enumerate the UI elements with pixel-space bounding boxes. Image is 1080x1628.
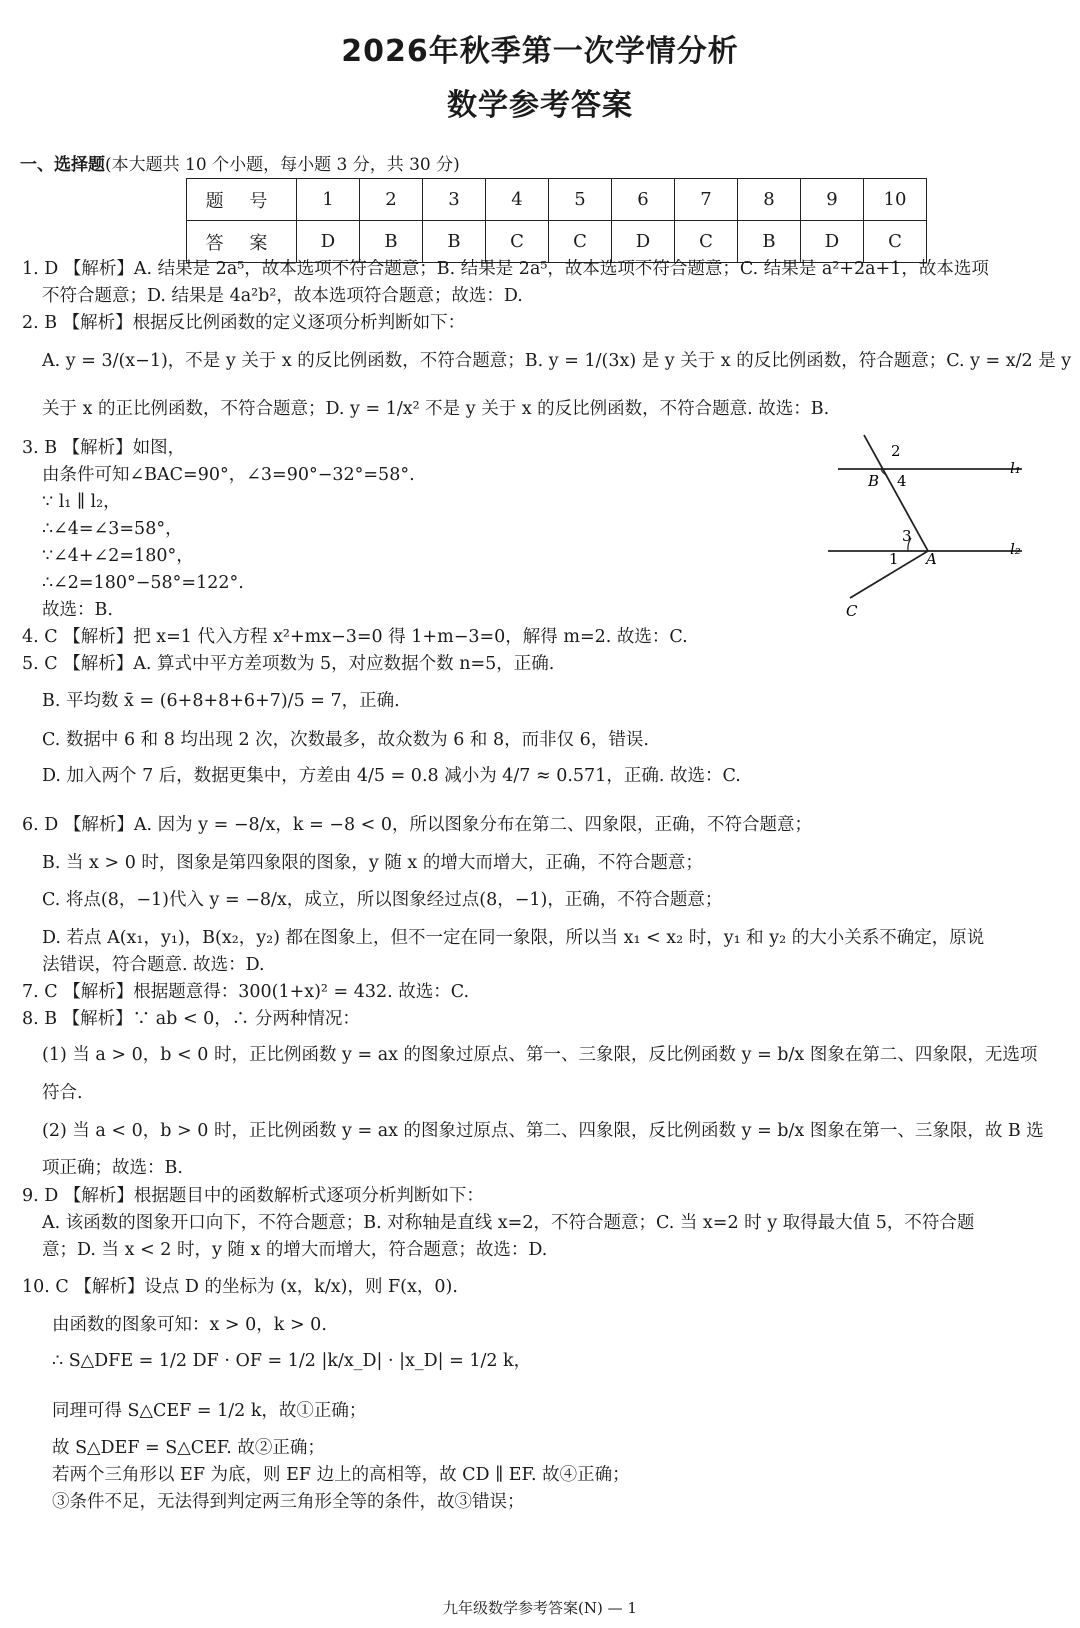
text-line: ∴∠4=∠3=58°， [42, 519, 183, 539]
table-header-answer: 答 案 [187, 221, 297, 263]
table-row-answers [187, 221, 927, 263]
text-line: (1) 当 a > 0，b < 0 时，正比例函数 y = ax 的图象过原点、第一、三象限，反比例函数 y = b/x 图象在第二、四象限，无选项 [42, 1045, 1038, 1065]
table-cell: C [549, 221, 612, 263]
text-line: ∵ l₁ ∥ l₂， [42, 492, 121, 512]
text-line: 同理可得 S△CEF = 1/2 k，故①正确； [52, 1401, 367, 1421]
table-cell: C [675, 221, 738, 263]
table-cell: 6 [612, 179, 675, 221]
text-line: D. 若点 A(x₁，y₁)，B(x₂，y₂) 都在图象上，但不一定在同一象限，所以当 x₁ < x₂ 时，y₁ 和 y₂ 的大小关系不确定，原说 [42, 928, 985, 948]
table-row-numbers [187, 179, 927, 221]
text-line: A. 该函数的图象开口向下，不符合题意；B. 对称轴是直线 x=2，不符合题意；C. 当 x=2 时 y 取得最大值 5，不符合题 [42, 1213, 975, 1233]
table-cell: C [864, 221, 927, 263]
text-line: 若两个三角形以 EF 为底，则 EF 边上的高相等，故 CD ∥ EF. 故④正确； [52, 1465, 630, 1485]
text-line: 6. D 【解析】A. 因为 y = −8/x，k = −8 < 0，所以图象分布在第二、四象限，正确，不符合题意； [22, 815, 813, 835]
text-line: 10. C 【解析】设点 D 的坐标为 (x，k/x)，则 F(x，0). [22, 1277, 458, 1297]
text-line: 9. D 【解析】根据题目中的函数解析式逐项分析判断如下： [22, 1186, 484, 1206]
text-line: 4. C 【解析】把 x=1 代入方程 x²+mx−3=0 得 1+m−3=0，解得 m=2. 故选：C. [22, 627, 688, 647]
text-line: 符合. [42, 1083, 83, 1103]
label-line-l1: l₁ [1010, 459, 1021, 477]
label-line-l2: l₂ [1010, 540, 1021, 558]
text-line: B. 平均数 x̄ = (6+8+8+6+7)/5 = 7，正确. [42, 691, 400, 711]
table-cell: 9 [801, 179, 864, 221]
text-line: 1. D 【解析】A. 结果是 2a⁵，故本选项不符合题意；B. 结果是 2a⁵，故本选项不符合题意；C. 结果是 a²+2a+1，故本选项 [22, 259, 989, 279]
page-footer: 九年级数学参考答案(N) — 1 [443, 1599, 637, 1617]
text-line: A. y = 3/(x−1)，不是 y 关于 x 的反比例函数，不符合题意；B. y = 1/(3x) 是 y 关于 x 的反比例函数，符合题意；C. y = x/2 是 y [42, 351, 1072, 371]
text-line: C. 数据中 6 和 8 均出现 2 次，次数最多，故众数为 6 和 8，而非仅 6，错误. [42, 730, 649, 750]
table-cell: D [297, 221, 360, 263]
label-angle-4: 4 [897, 472, 907, 490]
label-angle-1: 1 [889, 550, 899, 568]
table-cell: B [423, 221, 486, 263]
table-cell: D [801, 221, 864, 263]
text-line: 5. C 【解析】A. 算式中平方差项数为 5，对应数据个数 n=5，正确. [22, 654, 555, 674]
geometry-figure [820, 430, 1050, 625]
text-line: 2. B 【解析】根据反比例函数的定义逐项分析判断如下： [22, 313, 466, 333]
text-line: 法错误，符合题意. 故选：D. [42, 955, 265, 975]
section-note: (本大题共 10 个小题，每小题 3 分，共 30 分) [105, 155, 460, 175]
section-title: 一、选择题 [20, 155, 105, 175]
text-line: 项正确；故选：B. [42, 1158, 183, 1178]
answer-table [186, 178, 927, 263]
text-line: C. 将点(8，−1)代入 y = −8/x，成立，所以图象经过点(8，−1)，正确，不符合题意； [42, 890, 723, 910]
text-line: 由条件可知∠BAC=90°，∠3=90°−32°=58°. [42, 465, 415, 485]
text-line: 故 S△DEF = S△CEF. 故②正确； [52, 1438, 325, 1458]
table-cell: D [612, 221, 675, 263]
table-cell: 3 [423, 179, 486, 221]
label-point-a: A [926, 550, 937, 568]
table-cell: 1 [297, 179, 360, 221]
table-cell: 8 [738, 179, 801, 221]
text-line: ∵∠4+∠2=180°， [42, 546, 194, 566]
text-line: ∴∠2=180°−58°=122°. [42, 573, 244, 593]
table-header-number: 题 号 [187, 179, 297, 221]
text-line: D. 加入两个 7 后，数据更集中，方差由 4/5 = 0.8 减小为 4/7 ≈ 0.571，正确. 故选：C. [42, 766, 741, 786]
text-line: 7. C 【解析】根据题意得：300(1+x)² = 432. 故选：C. [22, 982, 470, 1002]
text-line: (2) 当 a < 0，b > 0 时，正比例函数 y = ax 的图象过原点、第二、四象限，反比例函数 y = b/x 图象在第一、三象限，故 B 选 [42, 1121, 1044, 1141]
text-line: 关于 x 的正比例函数，不符合题意；D. y = 1/x² 不是 y 关于 x 的反比例函数，不符合题意. 故选：B. [42, 399, 830, 419]
table-cell: C [486, 221, 549, 263]
text-line: 故选：B. [42, 600, 113, 620]
text-line: 由函数的图象可知：x > 0，k > 0. [52, 1315, 327, 1335]
label-point-b: B [868, 472, 880, 490]
section-heading [20, 150, 460, 175]
label-angle-2: 2 [891, 442, 901, 460]
text-line: ③条件不足，无法得到判定两三角形全等的条件，故③错误； [52, 1492, 525, 1512]
page-title: 2026年秋季第一次学情分析 [341, 34, 739, 69]
table-cell: B [738, 221, 801, 263]
label-point-c: C [846, 602, 858, 620]
table-cell: 2 [360, 179, 423, 221]
text-line: 3. B 【解析】如图， [22, 438, 186, 458]
text-line: B. 当 x > 0 时，图象是第四象限的图象，y 随 x 的增大而增大，正确，不符合题意； [42, 853, 703, 873]
text-line: ∴ S△DFE = 1/2 DF · OF = 1/2 |k/x_D| · |x_D| = 1/2 k， [52, 1351, 532, 1371]
text-line: 意；D. 当 x < 2 时，y 随 x 的增大而增大，符合题意；故选：D. [42, 1240, 548, 1260]
table-cell: B [360, 221, 423, 263]
table-cell: 5 [549, 179, 612, 221]
text-line: 8. B 【解析】∵ ab < 0，∴ 分两种情况： [22, 1009, 360, 1029]
table-cell: 7 [675, 179, 738, 221]
text-line: 不符合题意；D. 结果是 4a²b²，故本选项符合题意；故选：D. [42, 286, 523, 306]
table-cell: 10 [864, 179, 927, 221]
page-subtitle: 数学参考答案 [447, 88, 633, 123]
label-angle-3: 3 [902, 527, 912, 545]
table-cell: 4 [486, 179, 549, 221]
